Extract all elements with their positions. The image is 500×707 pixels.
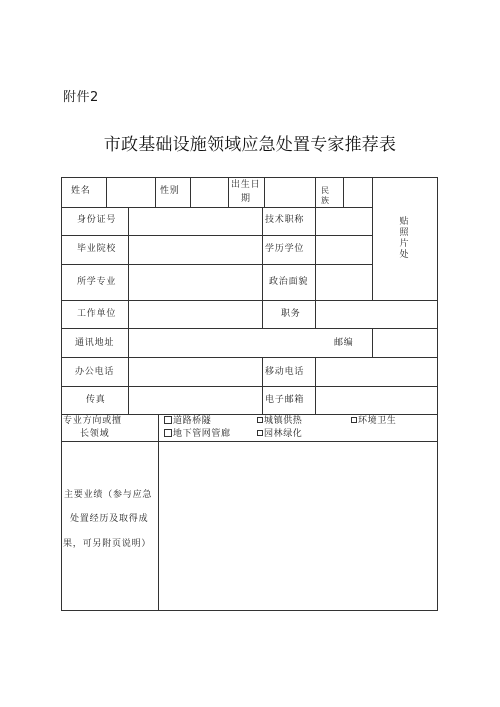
birth-date-field[interactable]	[265, 178, 315, 207]
ethnicity-label-line1: 民	[321, 186, 330, 195]
option-pipe-gallery[interactable]	[164, 428, 231, 440]
political-status-field[interactable]	[316, 265, 372, 300]
office-phone-field[interactable]	[129, 358, 262, 386]
mobile-phone-label: 移动电话	[265, 367, 305, 377]
expertise-label-line2: 长领域	[80, 429, 110, 439]
political-status-label: 政治面貌	[269, 277, 309, 287]
school-label: 毕业院校	[77, 244, 117, 254]
col-divider	[262, 300, 263, 329]
option-sanitation[interactable]	[351, 415, 396, 427]
tech-title-field[interactable]	[316, 208, 372, 235]
document-title: 市政基础设施领域应急处置专家推荐表	[103, 135, 397, 155]
degree-field[interactable]	[316, 236, 372, 264]
col-divider	[262, 207, 263, 301]
major-label: 所学专业	[77, 277, 117, 287]
table-border-left	[61, 177, 62, 611]
road-bridge-label: 道路桥隧	[173, 416, 212, 426]
postcode-field[interactable]	[373, 329, 437, 357]
gender-field[interactable]	[191, 178, 228, 207]
heating-checkbox[interactable]	[257, 417, 263, 423]
major-field[interactable]	[129, 265, 262, 300]
achievements-label-line1: 主要业绩（参与应急	[64, 490, 153, 500]
attachment-label: 附件2	[63, 90, 99, 105]
achievements-label-line3: 果，可另附页说明）	[63, 539, 152, 549]
degree-label: 学历学位	[265, 244, 305, 254]
position-field[interactable]	[316, 301, 437, 328]
option-road-bridge[interactable]	[164, 415, 211, 427]
address-label: 通讯地址	[75, 338, 115, 348]
col-divider	[228, 177, 229, 208]
work-unit-label: 工作单位	[77, 309, 117, 319]
achievements-label-line2: 处置经历及取得成	[70, 514, 149, 524]
email-label: 电子邮箱	[265, 395, 305, 405]
name-field[interactable]	[107, 178, 155, 207]
table-border-bottom	[61, 610, 438, 611]
col-divider	[262, 357, 263, 415]
postcode-label: 邮编	[334, 338, 354, 348]
pipe-gallery-label: 地下管网管廊	[173, 429, 231, 439]
school-field[interactable]	[129, 236, 262, 264]
fax-label: 传真	[86, 395, 106, 405]
ethnicity-field[interactable]	[344, 178, 372, 207]
sanitation-label: 环境卫生	[358, 416, 397, 426]
photo-area-left	[372, 177, 373, 301]
heating-label: 城镇供热	[264, 416, 303, 426]
tech-title-label: 技术职称	[265, 215, 305, 225]
landscaping-label: 园林绿化	[264, 429, 303, 439]
mobile-phone-field[interactable]	[316, 358, 437, 386]
table-border-right	[437, 177, 438, 611]
birth-date-label-line1: 出生日	[231, 180, 261, 190]
ethnicity-label-line2: 族	[321, 196, 330, 205]
position-label: 职务	[281, 309, 301, 319]
email-field[interactable]	[316, 387, 437, 414]
col-divider	[315, 177, 316, 208]
office-phone-label: 办公电话	[75, 367, 115, 377]
address-field[interactable]	[129, 329, 329, 357]
option-landscaping[interactable]	[257, 428, 302, 440]
landscaping-checkbox[interactable]	[257, 430, 263, 436]
pipe-gallery-checkbox[interactable]	[164, 429, 172, 437]
expertise-label-line1: 专业方向或擅	[63, 416, 122, 426]
gender-label: 性别	[160, 186, 180, 196]
photo-placeholder-label: 贴照片处	[399, 217, 409, 260]
option-heating[interactable]	[257, 415, 302, 427]
work-unit-field[interactable]	[129, 301, 262, 328]
achievements-field[interactable]	[159, 442, 437, 610]
col-divider	[155, 177, 156, 208]
id-number-label: 身份证号	[77, 215, 117, 225]
name-label: 姓名	[71, 186, 91, 196]
sanitation-checkbox[interactable]	[351, 417, 357, 423]
birth-date-label-line2: 期	[241, 194, 251, 204]
id-number-field[interactable]	[129, 208, 262, 235]
fax-field[interactable]	[129, 387, 262, 414]
road-bridge-checkbox[interactable]	[164, 416, 172, 424]
